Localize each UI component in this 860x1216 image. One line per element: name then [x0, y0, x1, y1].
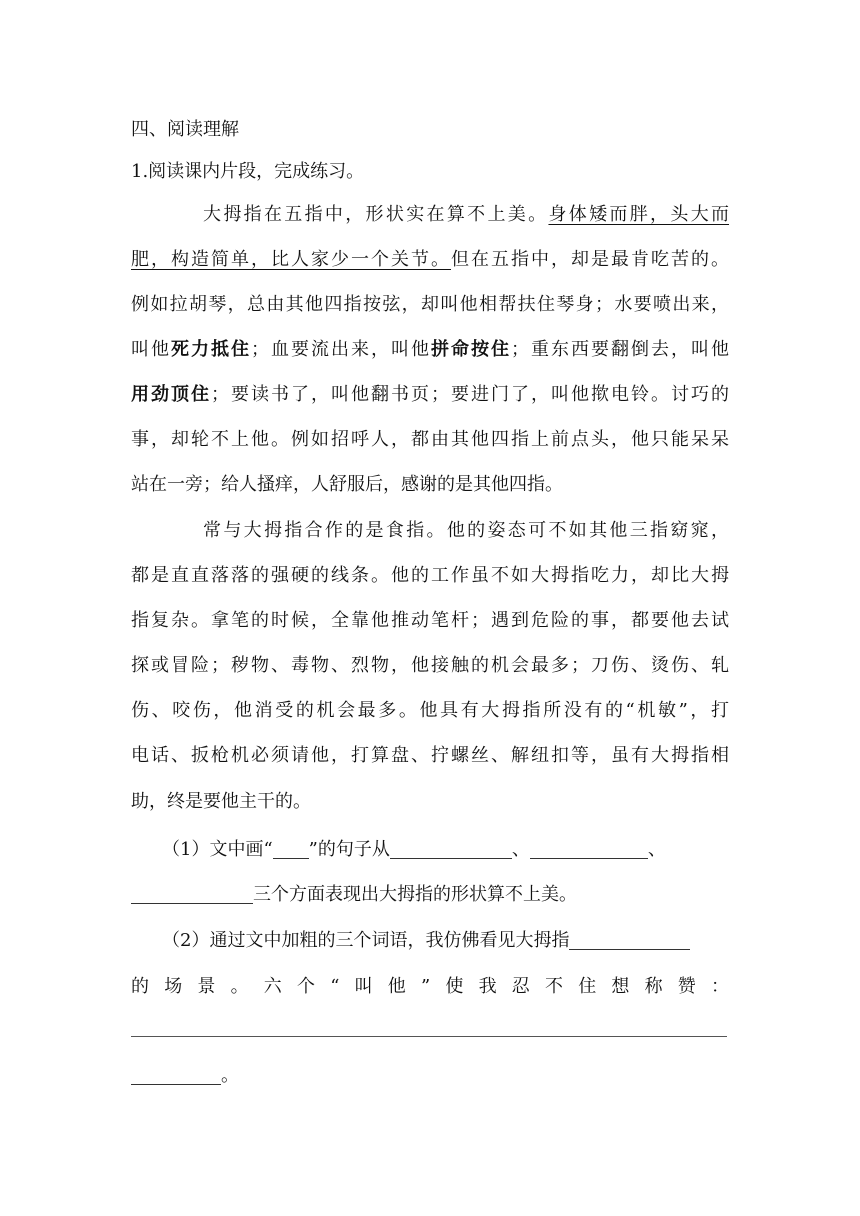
passage-line: 常与大拇指合作的是食指。他的姿态可不如其他三指窈窕，: [203, 520, 729, 541]
underlined-sentence: 肥，构造简单，比人家少一个关节。: [131, 249, 451, 270]
sub-question-1: （1）文中画“ ”的句子从 、 、: [162, 839, 666, 860]
answer-blank[interactable]: [530, 840, 648, 859]
answer-blank[interactable]: [131, 885, 253, 904]
sub-question-2-cont: 的场景。六个“叫他”使我忍不住想称赞：: [131, 976, 729, 997]
passage-line: 大拇指在五指中，形状实在算不上美。身体矮而胖，头大而: [203, 204, 730, 225]
question-title: 1.阅读课内片段，完成练习。: [131, 161, 365, 182]
bold-word: 用劲顶住: [131, 384, 211, 405]
sub-question-2: （2）通过文中加粗的三个词语，我仿佛看见大拇指: [162, 929, 690, 953]
section-heading: 四、阅读理解: [131, 119, 239, 140]
passage-line: 例如拉胡琴，总由其他四指按弦，却叫他相帮扶住琴身；水要喷出来，: [131, 294, 729, 315]
sub-question-2-end: 。: [131, 1064, 239, 1088]
answer-blank[interactable]: [569, 931, 690, 950]
answer-blank[interactable]: [390, 840, 512, 859]
passage-line: 伤、咬伤，他消受的机会最多。他具有大拇指所没有的“机敏”，打: [131, 700, 729, 721]
sub-question-1-cont: 三个方面表现出大拇指的形状算不上美。: [131, 883, 577, 907]
passage-line: 站在一旁；给人搔痒，人舒服后，感谢的是其他四指。: [131, 474, 563, 495]
passage-line: 指复杂。拿笔的时候，全靠他推动笔杆；遇到危险的事，都要他去试: [131, 610, 729, 631]
passage-line: 都是直直落落的强硬的线条。他的工作虽不如大拇指吃力，却比大拇: [131, 565, 729, 586]
bold-word: 拼命按住: [431, 339, 511, 360]
underlined-sentence: 身体矮而胖，头大而: [548, 204, 730, 225]
passage-line: 用劲顶住；要读书了，叫他翻书页；要进门了，叫他揿电铃。讨巧的: [131, 384, 729, 405]
passage-line: 叫他死力抵住；血要流出来，叫他拼命按住；重东西要翻倒去，叫他: [131, 339, 729, 360]
bold-word: 死力抵住: [171, 339, 251, 360]
passage-line: 事，却轮不上他。例如招呼人，都由其他四指上前点头，他只能呆呆: [131, 429, 729, 450]
passage-line: 电话、扳枪机必须请他，打算盘、拧螺丝、解纽扣等，虽有大拇指相: [131, 745, 729, 766]
passage-line: 探或冒险；秽物、毒物、烈物，他接触的机会最多；刀伤、烫伤、轧: [131, 655, 729, 676]
answer-blank[interactable]: [131, 1066, 221, 1085]
answer-line[interactable]: [131, 1036, 727, 1037]
underline-sample: [273, 840, 309, 859]
passage-line: 肥，构造简单，比人家少一个关节。但在五指中，却是最肯吃苦的。: [131, 249, 729, 270]
passage-line: 助，终是要他主干的。: [131, 791, 311, 812]
